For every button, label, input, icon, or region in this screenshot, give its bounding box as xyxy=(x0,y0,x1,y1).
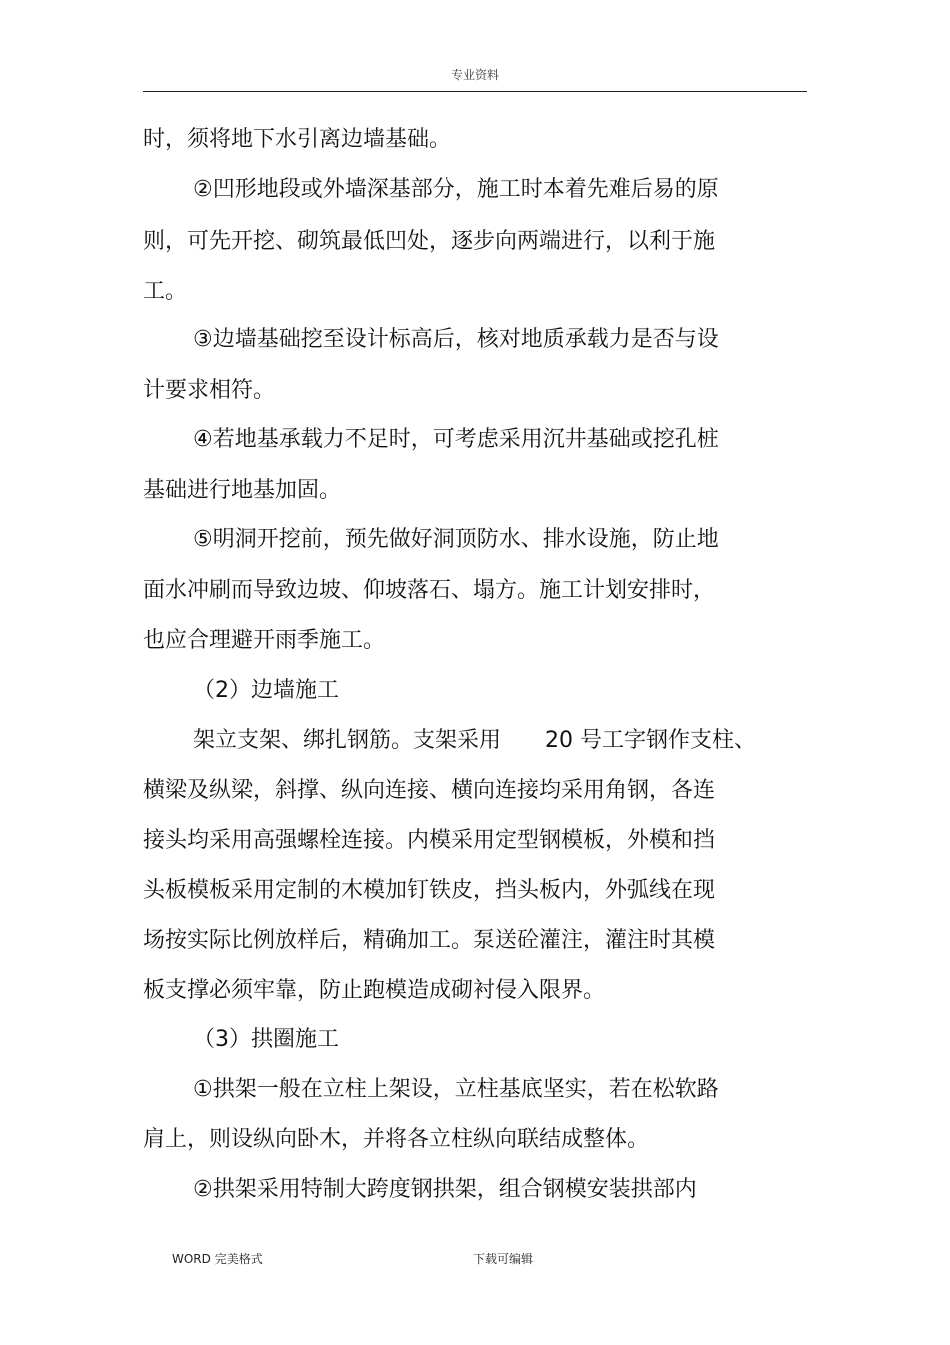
text-line: 板支撑必须牢靠，防止跑模造成砌衬侵入限界。 xyxy=(143,978,606,1003)
text-line: 时，须将地下水引离边墙基础。 xyxy=(143,127,452,152)
text-line: 接头均采用高强螺栓连接。内模采用定型钢模板，外模和挡 xyxy=(143,828,716,853)
text-line: ⑤明洞开挖前，预先做好洞顶防水、排水设施，防止地 xyxy=(193,527,719,552)
footer-left-text: WORD 完美格式 xyxy=(172,1252,263,1266)
text-line: 工。 xyxy=(143,279,188,304)
page-header: 专业资料 xyxy=(450,68,499,82)
text-line: ②凹形地段或外墙深基部分，施工时本着先难后易的原 xyxy=(193,177,719,202)
text-line: 则，可先开挖、砌筑最低凹处，逐步向两端进行，以利于施 xyxy=(143,229,716,254)
section-heading: （3）拱圈施工 xyxy=(193,1027,339,1052)
footer-right-text: 下载可编辑 xyxy=(473,1252,534,1266)
text-line: 肩上，则设纵向卧木，并将各立柱纵向联结成整体。 xyxy=(143,1127,650,1152)
text-line: 横梁及纵梁，斜撑、纵向连接、横向连接均采用角钢，各连 xyxy=(143,778,716,803)
text-line: 架立支架、绑扎钢筋。支架采用 20 号工字钢作支柱、 xyxy=(193,728,756,753)
text-line: 场按实际比例放样后，精确加工。泵送砼灌注，灌注时其模 xyxy=(143,928,716,953)
text-line: 也应合理避开雨季施工。 xyxy=(143,628,386,653)
text-line: 计要求相符。 xyxy=(143,378,276,403)
text-line: ④若地基承载力不足时，可考虑采用沉井基础或挖孔桩 xyxy=(193,427,719,452)
text-line: 头板模板采用定制的木模加钉铁皮，挡头板内，外弧线在现 xyxy=(143,878,716,903)
text-line: 面水冲刷而导致边坡、仰坡落石、塌方。施工计划安排时， xyxy=(143,578,716,603)
section-heading: （2）边墙施工 xyxy=(193,678,339,703)
text-line: ③边墙基础挖至设计标高后，核对地质承载力是否与设 xyxy=(193,327,719,352)
text-line: ①拱架一般在立柱上架设，立柱基底坚实，若在松软路 xyxy=(193,1077,719,1102)
text-line: ②拱架采用特制大跨度钢拱架，组合钢模安装拱部内 xyxy=(193,1177,697,1202)
header-divider xyxy=(143,91,807,92)
text-line: 基础进行地基加固。 xyxy=(143,478,342,503)
